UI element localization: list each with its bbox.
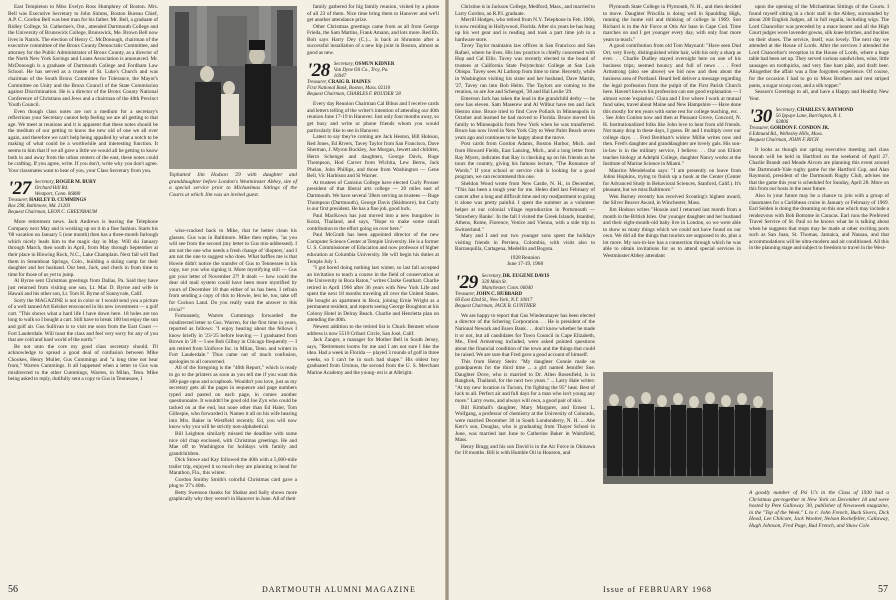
paragraph: Jim Hodson writes "Housie and I returned last month from a month in the British Isles. Our younger daughter and her husband and their eight-month-old baby live in London, so we were able to show us many things which we could not have found on our own. We did all the things that tourists are supposed to do, plus a lot more. My son-in-law has a connection through which he was able to obtain invitations for us to attend special services in Westminster Abbey attendant — [603, 206, 741, 259]
paragraph: Be not unto the core my good class secretary should. I'll acknowledge to spread a good deal of confusion between Mike Chookes, Henry Muller, Gus Cummings and "a long time not hear from," Warren Cummings. It all happened when a letter to Gus was misdirected to the other Cummings, Warren, in Milan, Tenn. Mike being asked to reply, dutifully sent a copy to Gus in Tennessee, I — [8, 343, 158, 383]
paragraph: Jack Zanger, a manager for Mother Bell in South Jersey, says, "Retirement looms for me and I am not sure I like the idea. Had a week in Florida — played 3 rounds of golf in three weeks, so I can't be in such bad shape." His oldest boy graduated from Ursinus, the second from the U. S. Merchant Marine Academy and the young- est is at Albright. — [307, 337, 439, 376]
class-year: '27 — [8, 178, 31, 200]
paragraph: East Templeton to Miss Evelyn Ross Humphrey of Boston. Mrs. Bell was Executive Secretary to John Simms, Boston Bureau Chief, A.P. C. Gordon Bell was best man for his father. Mr. Bell, a graduate of Ridley College, St. Catherine's, Ont., attended Dartmouth College and the University of Brunswick College, Brunswick, Me. Brown Bell now lives in Natick. The election of Henry C. McDonough, chairman of the executive committee of the Bronx County Democratic Committee, and attorney for the Public Administrator of Bronx County, as a director of the North New York Savings and Loans Association is announced. Mr. McDonough is a graduate of Dartmouth College and Fordham Law School. He has served as a trustee of St. Luke's Church and was chairman of the South Bronx Committee for Tolerance, the Mayor's Committee on Unity and the Bronx Council of the State Commission against Discrimination. He is a director of the Bronx County National Conference of Christians and Jews and a chairman of the 40th Precinct Youth Council. — [8, 4, 158, 109]
secretary-label: Secretary, — [481, 273, 502, 279]
paragraph: upon the opening of the Michaelmas Sittings of the Courts. I found myself sitting in a choir stall in the Abbey, surrounded by about 200 English Judges, all in full regalia, including wigs. The Lord Chancellor was preceded by a mace bearer and all the High Court judges wore lavender gowns, silk knee britches, and buckles on their shoes. The service, itself, was lovely. The next day we attended at the House of Lords. After the services I attended the Lord Chancellor's reception in the House of Lords, where a huge table had been set up. They served various sandwiches, wine, little sausages on toothpicks, and very fine ham pâté, and draft beer. Altogether the affair was a fine forgotten experience. Of course, for the occasion I had to go to Moss Brothers and rent striped pants, a sugar scoop coat, and a silk topper." — [749, 4, 889, 89]
westminster-photo — [169, 6, 297, 169]
page-number: 56 — [8, 584, 18, 595]
bequest-chairman: Bequest Chairman, JACK B. GUNTHER — [455, 303, 536, 309]
paragraph: Bill Leighton similarly missed the deadline with some nice old chap enclosed, with Christmas greetings. He and Mae off to Washington for holidays with family and grandchildren. — [169, 430, 297, 457]
treasurer-label: Treasurer, — [8, 198, 29, 204]
treasurer-address: 60 East 42nd St., New York, N.Y. 10017 — [455, 297, 533, 303]
class-year: '28 — [307, 60, 330, 82]
photo-image — [603, 372, 773, 484]
left-column-2 — [169, 228, 297, 503]
paragraph: Maurice Mendelsohn says: "I am presently on leave from Johns Hopkins, trying to finish up a book at the Center (Center for Advanced Study in Behavioral Sciences, Stanford, Calif.). It's pleasant, but we miss Baltimore." — [603, 167, 741, 194]
paragraph: All of the foregoing is the "40th Report," which is ready to go to the printers as soon as you tell me if you want this 300-page opus and scrapbook. Wouldn't you love, just as my secretary gets all the pages in sequence and page numbers typed and pasted on each page, in comes another questionnaire. It wouldn't be good old Joe Zyn who could be tacked on at the end, but none other than Ed Haier, Tom Gillespie, who forwarded it. Names it all on his wife hearing into Mrs. Baker in Westfield recently. Ed, you will now know why you will be strictly non-alphabetical. — [169, 365, 297, 431]
paragraph: Also in your future may be a chance to join with a group of classmates for a Caribbean cruise in January or February of 1969. Earl Selden is doing the dreaming on this one which may include a rendezvous with Bob Bottome in Caracas. Earl runs the Preferred Travel Service of St. Paul so he knows what he is talking about when he suggests that stops may be made at other exciting ports such as San Juan, St. Thomas, Jamaica, and Nassau, and that accommodations will be ultra-modern and air conditioned. All this in the planning stage and subject to freedom to travel in the West- — [749, 193, 889, 252]
treasurer-name: GORDON F. CONDON JR. — [770, 126, 830, 132]
treasurer-address: First National Bank, Boston, Mass. 02110 — [307, 86, 391, 92]
reunion-notice — [455, 255, 595, 268]
left-column-1 — [8, 4, 158, 383]
right-column-2 — [603, 4, 741, 259]
secretary-address: Manchester, Conn. 06040 — [481, 285, 533, 291]
secretary-address: 56 Ippaye Lane, Barrington, R. I. — [775, 114, 842, 120]
secretary-address: Westport, Conn. 06880 — [34, 192, 81, 198]
reunion-label: 1928 Reunion — [510, 254, 540, 261]
secretary-label: Secretary, — [333, 62, 354, 68]
paragraph: Sheldon Wood wrote from New Castle, N. H., in December, "This has been a tough year for me. Helen died last February of cancer after a long and difficult time and my readjustment to going it alone was pretty painful. I spent the summer as a volunteer helper at our colonial village reproduction in Portsmouth — 'Strawbery Banke'. In the fall I visited the Greek Islands, Istanbul, Athens, Rome, Florence, Venice and Vienna, with a side trip to Switzerland." — [455, 180, 595, 233]
paragraph: Emerson Jack has taken the lead in the grandchild derby — he now has eleven. Sam Maserew and Al Wilbur have ten and Jack Heston nine. Bruce tried to find Cove Pollack in Minneapolis in October and learned he had moved to Florida. Bruce moved his family to Minneapolis from New York when he was transferred. Bruce has now lived in New York City to West Palm Beach seven years ago and continues to be happy about the move. — [455, 95, 595, 141]
page-footer: Issue of FEBRUARY 1968 — [603, 585, 713, 594]
treasurer-label: Treasurer, — [749, 126, 770, 132]
class-header-29 — [455, 271, 595, 310]
paragraph: Gordon Smithy Smith's colorful Christmas card gave a plug to '27's 40th. — [169, 476, 297, 490]
right-column-3 — [749, 4, 889, 252]
left-page — [0, 0, 445, 600]
bequest-chairman: Bequest Chairman, CHARLES F. ROUDER '28 — [307, 92, 401, 98]
treasurer-name: HARLEY D. CUMMINGS — [29, 198, 87, 204]
paragraph: Other Christmas greetings came from as all from George Frieda, the Sam Mattins, Frank Amann, and lots more. Red Eh. Bolt says Harry Dey (C.)... is back at Shrunton after a successful installation of a new hip joint in Boston, almost as good as new. — [307, 23, 439, 56]
paragraph: Even though class notes are not a medium for a secretary's reflections your Secretary cannot help feeling we are all getting to that age. We meet at reunions and it is apparent that these notes should be the medium of our getting to know the new old of one we all over again, and therefore we can't help being appalled by what a notch to be making of what could be a worthwhile and interesting function. It seems to him that if we all gave a little we would all be getting to know both in and away from the urban centers of the east, these notes could be crafting. If you agree, write. If you don't, write why you don't agree. Your classmates want to hear of you, your Class Secretary from you. — [8, 108, 158, 174]
secretary-name: CHARLES V. RAYMOND — [796, 108, 854, 114]
paragraph: Newest addition to the retired list is Chuck Bennett whose address is now 5519 Cribari Circle, San José, Calif. — [307, 323, 439, 337]
paragraph: It looks as though our spring executive meeting and class hoorah will be held in Hartford on the weekend of April 27. Charlie Brandt and Meade Alcorn are planning this event around the Dartmouth-Yale rugby game for the Hartford Cup, and Alan Raymond, president of the Dartmouth Rugby Club, advises me that the game this year is scheduled for Sunday, April 28. More on this from our hosts in the near future. — [749, 147, 889, 193]
paragraph: Al Byrne sent Christmas greetings from Dallas, Pa. Said they have just returned from visiting one son, Lt. Mac D. Byrne and wife in Hawaii and his other son, Lt. Tom H. Byrne of Sunnyvale, Calif. — [8, 278, 158, 298]
secretary-address: 16947 — [333, 74, 347, 80]
paragraph: More retirement news. Jack Andrews is leaving the Telephone Company next May and is working up on it in a fine fashion. Starts his '68 vacation on January 5 (one month) then has a three-month furlough which nicely leads him to the magic day in May. Will ski January through March, then south in April, from May through September at their place in Blowing Rock, N.C., Lake Champlain. Next fall will find them in Steamboat Springs, Colo., building a skiing camp for their daughter and her husband. Our best, Jack, and check in from time to time for those of us yet to jump. — [8, 219, 158, 278]
treasurer-label: Treasurer, — [307, 80, 328, 86]
paragraph: This from Henry Stein: "My daughter Connie made us grandparents for the third time ... a girl named Jennifer Sue. Daughter Dove, who is married to Dr. Allen Rosenfield, is in Bangkok, Thailand, for the next two years." ... Larry Hale writes: "At my new location in Tucson, I'm fighting the 95° heat. Best of luck to all. Perfect air and full days for a man who isn't young any more." Larry owns, and always will own, a good pair of skis. — [455, 358, 595, 404]
paragraph: Betty Swenson thanks for Shabar and Sally shows more graphically why they weren't in Hanover in June. All of their — [169, 489, 297, 503]
paragraph: Merrill Hodges, who retired from N.Y. Telephone in Feb. 1966, is now residing in Hollywood, Florida. After six years he has hung up his wet gear and is reading and took a part time job in a hardware store. — [455, 17, 595, 43]
secretary-address: 02806 — [775, 120, 789, 126]
secretary-address: Van Dyne Oil Co., Troy, Pa. — [333, 68, 389, 74]
group-photo — [603, 372, 773, 484]
paragraph: "I got bored doing nothing last winter, so last fall accepted an invitation to teach a course in the field of conservation at the University in Boca Raton," writes Clarke Geathart. Charlie retired in April 1966 after 36 years with New York Life and spent the next 18 months traveling all over the United States. He bought an apartment in Boca, joining Ernie Wright as a permanent resident, and reports seeing George Boughton at his Colony Hotel in Delray Beach. Charlie and Henrietta plan on attending the 40th. — [307, 265, 439, 324]
paragraph: Henry Bragg and his son David is in the Air Force in Okinawa for 18 months. Bill is with Humble Oil in Houston, and — [455, 443, 595, 457]
right-page — [449, 0, 896, 600]
paragraph: Wen Barney recently has received Scouting's highest award, the Silver Beaver Award, in Winchester, Mass. — [603, 193, 741, 207]
paragraph: We are happy to report that Gus Wiedenmayer has been elected a director of the Schering Corporation. . . He is president of the National Newark and Essex Bank . . . don't know whether he made it or not, but all candidates for Town Council in Cape Elizabeth, Me., Fred Armstrong included, were asked pointed questions about the financial condition of the town and the things that could be raised. We are sure that Fred gave a good account of himself. — [455, 312, 595, 359]
secretary-name: ROGER M. BURY — [55, 180, 97, 186]
secretary-name: DR. EUGENE DAVIS — [502, 273, 550, 279]
paragraph: Plymouth State College in Plymouth, N. H., and then decided to move. Daughter Priscilla is doing well in Spaulding High, running the home roll and thinking of college in 1969. Son Richard is in the Air Force at Otis Air base in Cape Cod. Time marches on and I get younger every day, with only four more years to teach." — [603, 4, 741, 43]
class-year: '30 — [749, 106, 772, 128]
paragraph: wise-cracked back to Mike, that he better clean his glasses. Gus was in Baltimore. Mike then replies, "as you will see from the second (my letter to Gus mis-addressed). I am not the one who needs a fresh change of 'diopters,' and I am not the one to suggest who does. What baffles me is that Howie didn't notice the transfer of Gus to Tennessee in his copy, nor you who signing it. More mystifying still — Gus got your letter of November 27! It dealt — how could the dear old mail system could have been more mystified by yours of December 18 than either of us has been. I refrain from sending a copy of this to Howie, lest he, too, take off for Cuckoo Land. Do you really want the answer to this trivia?" — [169, 228, 297, 313]
secretary-name: OSMUN KIDNER — [354, 62, 395, 68]
paragraph: Sorry the MAGAZINE is not in color or I would send you a picture of a well tanned Art Kelsher ensconced in his new investment — a golf cart. "This shows what a hard life I have down here. 18 holes are too long to walk so I bought a cart. Still have to break 100 but enjoy the sun and golf air. Gus Sullivan is to visit me soon from the East Coast — Fort Lauderdale. Will toast the class and feel very sorry for any of you that are cold and hard world of the north." — [8, 297, 158, 344]
right-column-1 — [455, 4, 595, 457]
secretary-address: 320 Main St. — [481, 279, 508, 285]
photo-image — [169, 6, 297, 169]
paragraph: Fortunately, Warren Cummings forwarded the misdirected letter to Gus. Warren, for the first time in years, reported as follows: "I enjoy hearing about the fellows I know briefly in '23-'25 before leaving — I graduated from Brown in '28 — I see Bob Gilboy in Chicago frequently — I am retired from Uniforce Inc. in Milan, Tenn. and winter in Fort Lauderdale." Thus came out of much confusion, apologies to all concerned. — [169, 313, 297, 365]
class-year: '29 — [455, 271, 478, 293]
paragraph: A good contribution from old Tom Maynard: "Have seen Dud Orr, very lively, distinguished white hair, with his only a sharp as ever. . . Charlie Dudley stayed overnight here on one of his business trips; seemed bouncy and full of news . . . Fred Armstrong (also see above) we bid now and then about the business area of Portland. Heard bell deliver a message regarding the legal profession from the pulpit of the First Parish Church here. Haven't known his profession can use good explanation — I almost wrote 'expiation.' Clara and I live where I work at mutual fund sales, travel about Maine and New Hampshire — Have done this mostly for ten years with some rest for college teaching, etc. . . See John Conlon now and then at Pleasant Grove, Concord, N. H. Institutionalized folks like John love to hear from old friends. Not many drop in these days, I guess. Br and I multiply over our college days. . . Fred Breithart's widow Millie writes now and then. Fred's daughter and granddaughter are lovely gals. His son-in-law is in the military service, I believe. . . Our son Elliott teaches biology at Adelphi College, daughter Nancy works at the Institute of Marine Science in Miami." — [603, 43, 741, 168]
class-header-27 — [8, 180, 158, 216]
paragraph: Every day Reunion Chairman Cal Bibus and I receive cards and letters telling of the writer's intention of attending our 40th reunion June 17-19 in Hanover. Just only four months away, so get busy and write or phone friends whom you would particularly like to see in Hanover. — [307, 101, 439, 134]
paragraph: family gathered for big family reunion, visited by a phone of all 23 of them. Nice time bring them to Hanover and we'll get another attendance prize. — [307, 4, 439, 24]
treasurer-name: JOHN C. HUBBARD — [476, 291, 522, 297]
paragraph: Post cards from Gordon Adams, Boston Harbor, Mich. and from Howard Fields, East Lansing, Mich., and a long letter from Ray Myers, indicates that Ray is checking up on his friends as he tours the country, giving his famous lecture, "The Romance of Words." If your school or service club is looking for a good program, we can recommend this one. — [455, 141, 595, 181]
group-photo-caption: A goodly number of Psi U's in the Class of 1930 had a Christmas get-together in New York on December 18 and were hosted by Pete Galloway '30, publisher of Newsweek magazine, in the "Top of the Week." L to r: John French, Buck Sivers, Dick Hood, Lee Chilcote, Jack Wootter, Nelson Rockefeller, Callaway, Hugh Johnson, Fred Page, Bud French, and Shaw Cole. — [749, 490, 889, 529]
treasurer-address: 6 Edmund Rd., Wellesley Hills, Mass. — [749, 132, 823, 138]
treasurer-address: Box 298, Baltimore, Md. 21203 — [8, 204, 71, 210]
paragraph: Paul McGrath has been appointed director of the new Computer Science Center at Temple University. He is a former U. S. Commissioner of Education and now professor of higher education at Columbia University. He will begin his duties at Temple July 1. — [307, 232, 439, 265]
bequest-chairman: Bequest Chairman, JOHN F. RICH — [749, 138, 819, 144]
secretary-address: Orchard Hill Rd. — [34, 186, 69, 192]
paragraph: Season's Greetings to all, and have a Happy and Healthy New Year. — [749, 89, 889, 102]
paragraph: Dick Stowe and Kay followed the 40th with a 5,000-mile trailer trip, enjoyed it so much they are planning to head for Marathon, Fla., this winter. — [169, 457, 297, 477]
treasurer-label: Treasurer, — [455, 291, 476, 297]
left-column-3 — [307, 4, 439, 376]
page-footer: DARTMOUTH ALUMNI MAGAZINE — [262, 585, 416, 594]
treasurer-name: CRAIG B. HAINES — [328, 80, 371, 86]
bequest-chairman: Bequest Chairman, LEON C. GREENBAUM — [8, 210, 97, 216]
photo-caption: Tophatted Jim Hodson '29 with daughter and granddaughter before London's Westminster Abbey, site of a special service prior to Michaelmas Sittings of the Courts at which Jim was an invited guest. — [169, 172, 297, 198]
page-number: 57 — [878, 584, 888, 595]
paragraph: Christine is in Jackson College, Medford, Mass., and married to Larry Gordon, an R.P.I. graduate. — [455, 4, 595, 17]
paragraph: At trustees of Canisius College have elected Curly Prosser president of that liberal arts college — 20 miles east of Dartmouth. We have several '28ers serving as trustees — Ruge Thompson (Dartmouth), George Davis (Skidmore), but Curly is our first president. He has a fine job, good luck. — [307, 179, 439, 213]
paragraph: Paul MacKown has just moved into a new bungalow in Korat, Thailand, and says, "Hope to make some small contribution to the effort going on over here." — [307, 212, 439, 232]
paragraph: Bill Kimball's daughter, Mary Margaret, and Ernest L. Wolfgang, a professor of chemistry at the University of Colorado, were married December 30 in South Londonderry, N. H. ... Abe Kerr's son, Douglas, who is graduating from Thayer School in June, was married last June to Catherine Baker in Waitsfield, Mass. — [455, 404, 595, 444]
class-header-30 — [749, 108, 889, 144]
paragraph: Latest to say they're coming are Jack Heston, Bill Hobson, Red Jones, Ed Rivers, Tavey Taylor from San Francisco, Dave Sherman, J. Myron Buckley, Joe Morgan, Jewett and children, Herm Schengel and daughters, George Davis, Ruge Thompson, Hod Carver from Wichita, Lew Berns, Jack Phelan, John Phillips, and those from Washington — Gene Bell, Vic Harbison and Si Warner. — [307, 134, 439, 180]
secretary-label: Secretary, — [775, 108, 796, 114]
paragraph: Tavey Taylor maintains law offices in San Francisco and San Rafael, where he lives. His law practice is chiefly concerned with Hop and Cal Ellis. Tavey was recently elected to the board of trustees at California State Polytechnic College at San Luis Obispo. Tavey sees Al Lathrop from time to time. Recently, while in Washington visiting his sister and her husband, Dave Martin, '27, Tavey ran into Bob Helm. The Taylors are coming to the reunion, so are Joe and Schengel, '30 and Hal Leslie '29. — [455, 43, 595, 96]
reunion-dates: June 17-19, 1968 — [506, 261, 544, 268]
class-header-28 — [307, 62, 439, 98]
paragraph: Mary and I and our two younger sons spent the holidays visiting friends in Perriera, Colombia, with visits also to Barranquilla, Cartagena, Medellin and Bogota. — [455, 233, 595, 253]
secretary-label: Secretary, — [34, 180, 55, 186]
